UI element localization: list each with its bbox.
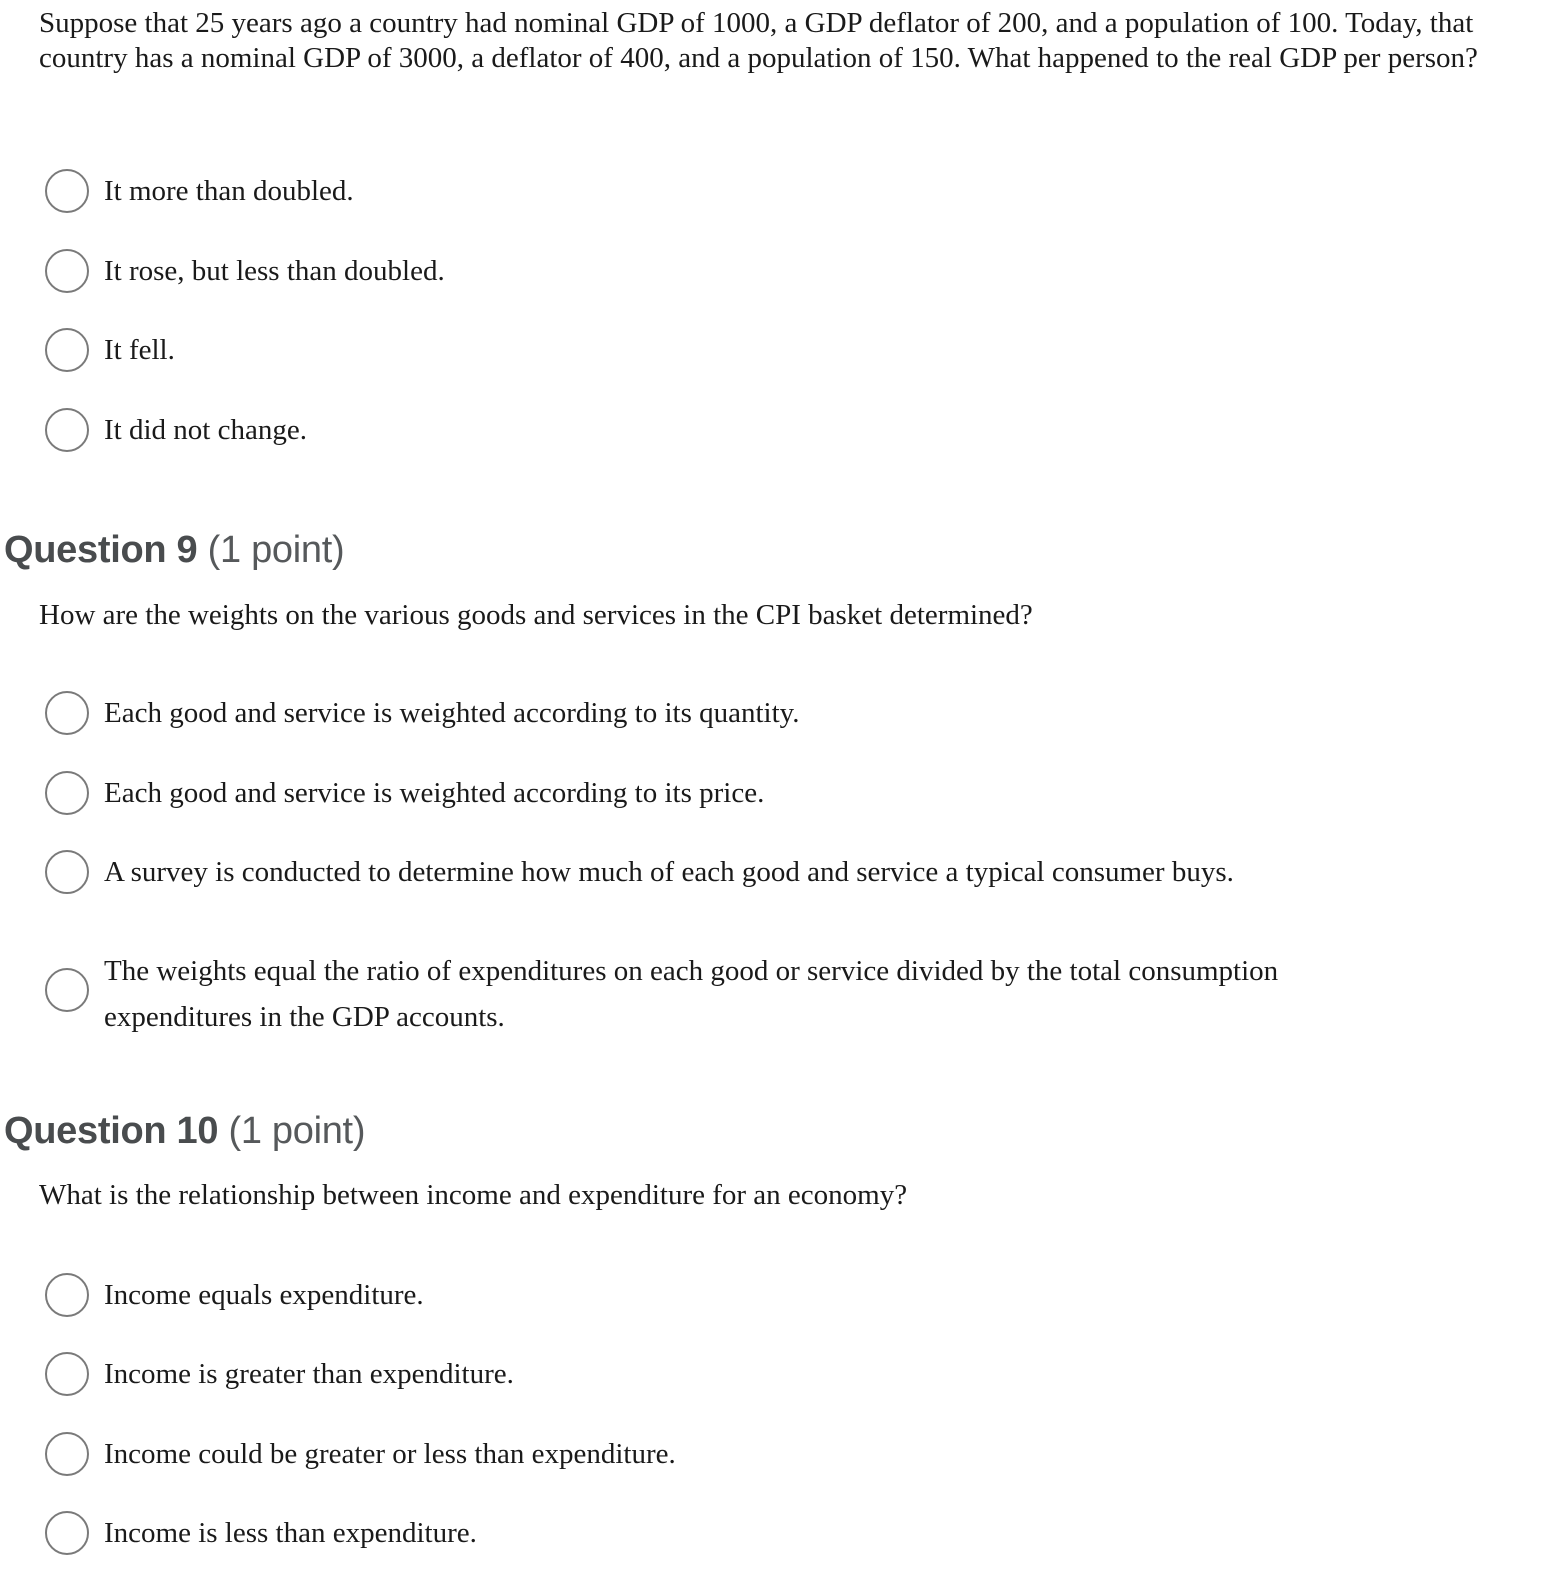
radio-button[interactable] — [45, 771, 89, 815]
radio-button[interactable] — [45, 1273, 89, 1317]
option-label: It fell. — [104, 334, 175, 366]
option-label: It rose, but less than doubled. — [104, 255, 445, 287]
option-label: Income is greater than expenditure. — [104, 1358, 514, 1390]
q10-heading — [4, 1109, 365, 1153]
q9-option-4[interactable] — [45, 948, 1354, 1040]
option-label: Income could be greater or less than expenditure. — [104, 1438, 676, 1470]
q9-question-text: How are the weights on the various goods and services in the CPI basket determined? — [39, 599, 1033, 631]
radio-button[interactable] — [45, 1432, 89, 1476]
q8-option-4[interactable] — [45, 407, 307, 453]
option-label: Each good and service is weighted according to its price. — [104, 777, 765, 809]
question-number: Question 10 — [4, 1110, 219, 1152]
option-label: A survey is conducted to determine how much of each good and service a typical consumer buys. — [104, 856, 1234, 888]
radio-button[interactable] — [45, 249, 89, 293]
question-number: Question 9 — [4, 529, 198, 571]
q10-option-2[interactable] — [45, 1351, 514, 1397]
radio-button[interactable] — [45, 850, 89, 894]
q10-option-3[interactable] — [45, 1431, 676, 1477]
q10-option-4[interactable] — [45, 1510, 477, 1556]
question-points: (1 point) — [207, 529, 345, 571]
radio-button[interactable] — [45, 1352, 89, 1396]
q9-option-2[interactable] — [45, 770, 764, 816]
radio-button[interactable] — [45, 408, 89, 452]
question-points: (1 point) — [228, 1110, 366, 1152]
option-label: It did not change. — [104, 414, 307, 446]
q9-option-3[interactable] — [45, 849, 1234, 895]
q10-question-text: What is the relationship between income and expenditure for an economy? — [39, 1179, 908, 1211]
radio-button[interactable] — [45, 691, 89, 735]
option-label: Each good and service is weighted according to its quantity. — [104, 697, 800, 729]
q8-question-text: Suppose that 25 years ago a country had nominal GDP of 1000, a GDP deflator of 200, and a population of 100. Today, that country has a nominal GDP of 3000, a deflator of 400, and a population of 150. What happened to the real GDP per person? — [39, 7, 1478, 74]
q9-option-1[interactable] — [45, 690, 800, 736]
q9-heading — [4, 528, 344, 572]
option-label: The weights equal the ratio of expenditures on each good or service divided by the total consumption expenditures in the GDP accounts. — [104, 955, 1279, 1033]
radio-button[interactable] — [45, 968, 89, 1012]
q10-option-1[interactable] — [45, 1272, 424, 1318]
option-label: Income equals expenditure. — [104, 1279, 424, 1311]
radio-button[interactable] — [45, 1511, 89, 1555]
radio-button[interactable] — [45, 328, 89, 372]
q8-option-1[interactable] — [45, 168, 354, 214]
option-label: It more than doubled. — [104, 175, 354, 207]
option-label: Income is less than expenditure. — [104, 1517, 477, 1549]
radio-button[interactable] — [45, 169, 89, 213]
q8-option-2[interactable] — [45, 248, 445, 294]
q8-option-3[interactable] — [45, 327, 175, 373]
